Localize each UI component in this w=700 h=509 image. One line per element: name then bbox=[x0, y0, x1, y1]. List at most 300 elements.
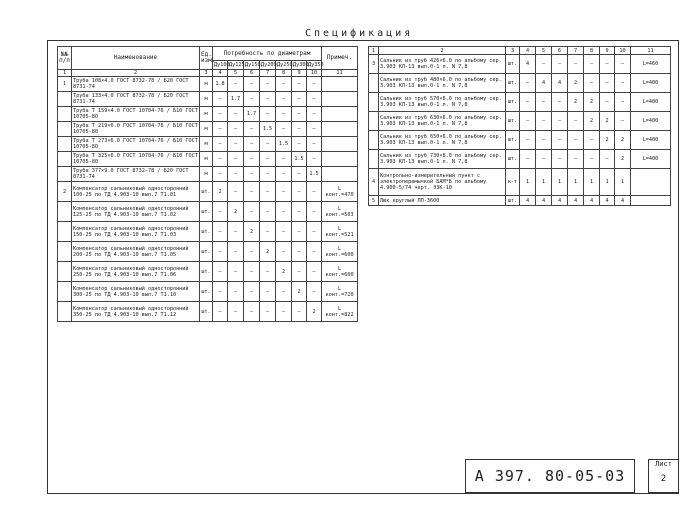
quantity-cell: 2 bbox=[228, 202, 244, 222]
quantity-cell: 2 bbox=[584, 93, 600, 112]
quantity-cell: 1.5 bbox=[307, 167, 322, 182]
item-name: Сальник из труб 650×6.0 по альбому сер. 3.903 КЛ-13 вып.0-1 л. N 7,8 bbox=[379, 131, 506, 150]
quantity-cell: 1 bbox=[600, 169, 615, 196]
quantity-cell: 2 bbox=[213, 182, 228, 202]
quantity-cell: — bbox=[584, 74, 600, 93]
item-name: Труба Т 159×4.0 ГОСТ 10704-76 / Б10 ГОСТ 10705-80 bbox=[73, 108, 198, 120]
row-number bbox=[369, 93, 379, 112]
quantity-cell: 4 bbox=[520, 55, 536, 74]
quantity-cell: — bbox=[568, 150, 584, 169]
quantity-cell: — bbox=[600, 74, 615, 93]
quantity-cell: — bbox=[213, 262, 228, 282]
quantity-cell: — bbox=[228, 167, 244, 182]
table-row bbox=[58, 152, 358, 167]
quantity-cell: — bbox=[260, 282, 276, 302]
column-number: 6 bbox=[552, 47, 568, 55]
diameter-header: Ду125 bbox=[229, 62, 245, 68]
item-unit: шт. bbox=[506, 93, 520, 112]
item-unit: м bbox=[200, 167, 213, 182]
specification-table-right bbox=[368, 46, 671, 206]
item-name: Компенсатор сальниковый односторонний 125-25 по ТД 4.903-10 вып.7 Т1.02 bbox=[72, 202, 200, 222]
sheet-number: 2 bbox=[660, 474, 667, 484]
row-number bbox=[369, 150, 379, 169]
item-unit: м bbox=[200, 122, 213, 137]
table-row bbox=[58, 302, 358, 322]
quantity-cell: — bbox=[276, 222, 292, 242]
item-note: L конт.=521 bbox=[322, 222, 358, 242]
quantity-cell: 1.5 bbox=[260, 122, 276, 137]
item-name: Компенсатор сальниковый односторонний 300-25 по ТД 4.903-10 вып.7 Т1.10 bbox=[72, 282, 200, 302]
item-note bbox=[322, 152, 358, 167]
quantity-cell: — bbox=[536, 112, 552, 131]
diameter-header: Ду350 bbox=[308, 62, 324, 68]
column-number: 4 bbox=[520, 47, 536, 55]
quantity-cell: — bbox=[213, 282, 228, 302]
column-number: 4 bbox=[213, 70, 228, 77]
quantity-cell: — bbox=[228, 107, 244, 122]
quantity-cell: — bbox=[276, 282, 292, 302]
column-number: 2 bbox=[379, 47, 506, 55]
quantity-cell: — bbox=[307, 282, 322, 302]
quantity-cell: 4 bbox=[536, 74, 552, 93]
quantity-cell: — bbox=[520, 150, 536, 169]
col-header-unit: Ед. изм. bbox=[200, 47, 213, 70]
row-number bbox=[58, 122, 72, 137]
quantity-cell: — bbox=[213, 122, 228, 137]
quantity-cell: — bbox=[520, 112, 536, 131]
quantity-cell: — bbox=[244, 152, 260, 167]
quantity-cell: — bbox=[520, 93, 536, 112]
quantity-cell: — bbox=[228, 77, 244, 92]
quantity-cell: — bbox=[244, 282, 260, 302]
row-number bbox=[58, 92, 72, 107]
quantity-cell: — bbox=[292, 107, 307, 122]
column-number: 7 bbox=[260, 70, 276, 77]
quantity-cell: — bbox=[520, 131, 536, 150]
quantity-cell: 2 bbox=[276, 262, 292, 282]
item-note: L=400 bbox=[631, 131, 671, 150]
diameter-header: Ду250 bbox=[277, 62, 293, 68]
quantity-cell: — bbox=[600, 93, 615, 112]
quantity-cell: — bbox=[228, 242, 244, 262]
item-note: L конт.=470 bbox=[322, 182, 358, 202]
quantity-cell: — bbox=[228, 152, 244, 167]
quantity-cell: — bbox=[307, 107, 322, 122]
quantity-cell: — bbox=[552, 55, 568, 74]
item-note bbox=[631, 169, 671, 196]
quantity-cell: — bbox=[228, 122, 244, 137]
quantity-cell: — bbox=[228, 137, 244, 152]
table-row bbox=[58, 262, 358, 282]
quantity-cell: — bbox=[244, 302, 260, 322]
item-unit: шт. bbox=[506, 131, 520, 150]
diameter-header: Ду300 bbox=[293, 62, 309, 68]
item-note bbox=[322, 77, 358, 92]
quantity-cell: — bbox=[584, 131, 600, 150]
quantity-cell: — bbox=[292, 122, 307, 137]
quantity-cell: — bbox=[260, 262, 276, 282]
column-number: 6 bbox=[244, 70, 260, 77]
quantity-cell: — bbox=[213, 302, 228, 322]
row-number bbox=[369, 131, 379, 150]
table-row bbox=[58, 282, 358, 302]
item-note: L=400 bbox=[631, 112, 671, 131]
table-row bbox=[369, 93, 671, 112]
quantity-cell: 1 bbox=[536, 169, 552, 196]
quantity-cell: — bbox=[244, 77, 260, 92]
quantity-cell: — bbox=[292, 222, 307, 242]
quantity-cell: — bbox=[228, 282, 244, 302]
column-number: 3 bbox=[506, 47, 520, 55]
row-number: 4 bbox=[369, 169, 379, 196]
quantity-cell: — bbox=[260, 77, 276, 92]
quantity-cell: — bbox=[552, 112, 568, 131]
quantity-cell: — bbox=[292, 242, 307, 262]
item-unit: м bbox=[200, 92, 213, 107]
quantity-cell: 1.8 bbox=[213, 77, 228, 92]
table-row bbox=[58, 122, 358, 137]
item-name: Сальник из труб 480×6.0 по альбому сер. 3.903 КЛ-13 вып.0-1 л. N 7,8 bbox=[379, 74, 506, 93]
quantity-cell: — bbox=[615, 74, 631, 93]
quantity-cell: — bbox=[536, 93, 552, 112]
quantity-cell: — bbox=[213, 242, 228, 262]
quantity-cell: — bbox=[276, 77, 292, 92]
quantity-cell: — bbox=[307, 92, 322, 107]
row-number bbox=[58, 262, 72, 282]
quantity-cell: — bbox=[552, 150, 568, 169]
quantity-cell: — bbox=[615, 112, 631, 131]
quantity-cell: 2 bbox=[292, 282, 307, 302]
quantity-cell: — bbox=[615, 93, 631, 112]
quantity-cell: — bbox=[307, 152, 322, 167]
item-unit: шт. bbox=[200, 262, 213, 282]
quantity-cell: 1 bbox=[584, 169, 600, 196]
row-number bbox=[58, 282, 72, 302]
quantity-cell: 2 bbox=[260, 242, 276, 262]
item-note: L конт.=720 bbox=[322, 282, 358, 302]
quantity-cell: — bbox=[536, 55, 552, 74]
quantity-cell: 1 bbox=[552, 169, 568, 196]
item-unit: шт. bbox=[506, 150, 520, 169]
table-row bbox=[58, 167, 358, 182]
quantity-cell: 2 bbox=[568, 93, 584, 112]
quantity-cell: — bbox=[260, 222, 276, 242]
item-name: Сальник из труб 630×6.0 по альбому сер. 3.903 КЛ-13 вып.0-1 л. N 7,8 bbox=[379, 112, 506, 131]
quantity-cell: — bbox=[260, 137, 276, 152]
column-number: 8 bbox=[584, 47, 600, 55]
item-note bbox=[322, 122, 358, 137]
quantity-cell: — bbox=[213, 222, 228, 242]
table-row bbox=[58, 242, 358, 262]
row-number bbox=[58, 167, 72, 182]
item-note bbox=[631, 196, 671, 206]
quantity-cell: — bbox=[292, 77, 307, 92]
quantity-cell: — bbox=[244, 167, 260, 182]
quantity-cell: — bbox=[568, 55, 584, 74]
table-row bbox=[369, 196, 671, 206]
quantity-cell: — bbox=[600, 55, 615, 74]
quantity-cell: — bbox=[228, 262, 244, 282]
item-unit: шт. bbox=[200, 182, 213, 202]
page-title: Спецификация bbox=[305, 28, 414, 39]
item-unit: к-т bbox=[506, 169, 520, 196]
document-code-stamp: А 397. 80-05-03 bbox=[465, 459, 635, 493]
quantity-cell: — bbox=[292, 137, 307, 152]
quantity-cell: — bbox=[536, 150, 552, 169]
item-unit: шт. bbox=[200, 282, 213, 302]
column-number: 3 bbox=[200, 70, 213, 77]
item-name: Компенсатор сальниковый односторонний 150-25 по ТД 4.903-10 вып.7 Т1.03 bbox=[72, 222, 200, 242]
quantity-cell: — bbox=[276, 122, 292, 137]
item-unit: м bbox=[200, 77, 213, 92]
row-number: 5 bbox=[369, 196, 379, 206]
quantity-cell: — bbox=[260, 182, 276, 202]
quantity-cell: — bbox=[292, 202, 307, 222]
quantity-cell: — bbox=[307, 222, 322, 242]
item-name: Компенсатор сальниковый односторонний 100-25 по ТД 4.903-10 вып.7 Т1.01 bbox=[72, 182, 200, 202]
quantity-cell: — bbox=[228, 182, 244, 202]
column-number: 1 bbox=[58, 70, 72, 77]
quantity-cell: — bbox=[307, 137, 322, 152]
item-name: Компенсатор сальниковый односторонний 350-25 по ТД 4.903-10 вып.7 Т1.12 bbox=[72, 302, 200, 322]
item-name: Труба 377×9.0 ГОСТ 8732-78 / Б20 ГОСТ 8731-74 bbox=[72, 167, 200, 182]
table-row bbox=[369, 169, 671, 196]
quantity-cell: 1.5 bbox=[292, 152, 307, 167]
table-row bbox=[58, 202, 358, 222]
row-number bbox=[58, 222, 72, 242]
quantity-cell: — bbox=[260, 92, 276, 107]
column-number: 1 bbox=[369, 47, 379, 55]
quantity-cell: — bbox=[260, 107, 276, 122]
quantity-cell: 4 bbox=[552, 196, 568, 206]
quantity-cell: — bbox=[228, 302, 244, 322]
quantity-cell: — bbox=[276, 202, 292, 222]
item-name: Труба 108×4.0 ГОСТ 8732-78 / Б20 ГОСТ 8731-74 bbox=[72, 77, 200, 92]
quantity-cell: 1 bbox=[568, 169, 584, 196]
row-number bbox=[58, 202, 72, 222]
item-unit: м bbox=[200, 152, 213, 167]
item-name: Компенсатор сальниковый односторонний 250-25 по ТД 4.903-10 вып.7 Т1.06 bbox=[72, 262, 200, 282]
row-number bbox=[58, 242, 72, 262]
column-number: 9 bbox=[600, 47, 615, 55]
quantity-cell: 4 bbox=[520, 196, 536, 206]
quantity-cell: — bbox=[584, 150, 600, 169]
quantity-cell: — bbox=[260, 152, 276, 167]
quantity-cell: — bbox=[213, 107, 228, 122]
item-note bbox=[322, 107, 358, 122]
item-note: L=400 bbox=[631, 74, 671, 93]
row-number bbox=[369, 112, 379, 131]
item-unit: м bbox=[200, 137, 213, 152]
table-row bbox=[369, 55, 671, 74]
item-note: L конт.=822 bbox=[322, 302, 358, 322]
row-number bbox=[58, 137, 72, 152]
quantity-cell: — bbox=[213, 167, 228, 182]
quantity-cell: — bbox=[568, 112, 584, 131]
quantity-cell: 4 bbox=[584, 196, 600, 206]
item-name: Труба 133×4.0 ГОСТ 8732-78 / Б20 ГОСТ 8731-74 bbox=[72, 92, 200, 107]
item-note bbox=[322, 92, 358, 107]
quantity-cell: — bbox=[276, 152, 292, 167]
quantity-cell: 4 bbox=[615, 196, 631, 206]
quantity-cell: — bbox=[213, 152, 228, 167]
quantity-cell: 1.5 bbox=[276, 137, 292, 152]
quantity-cell: — bbox=[260, 167, 276, 182]
quantity-cell: — bbox=[584, 55, 600, 74]
item-name: Сальник из труб 570×6.0 по альбому сер. 3.903 КЛ-13 вып.0-1 л. N 7,8 bbox=[379, 93, 506, 112]
quantity-cell: 2 bbox=[568, 74, 584, 93]
item-name: Компенсатор сальниковый односторонний 200-25 по ТД 4.903-10 вып.7 Т1.05 bbox=[72, 242, 200, 262]
row-number: 2 bbox=[58, 182, 72, 202]
item-unit: шт. bbox=[506, 74, 520, 93]
quantity-cell: 2 bbox=[615, 131, 631, 150]
table-row bbox=[369, 131, 671, 150]
quantity-cell: — bbox=[552, 131, 568, 150]
column-number: 7 bbox=[568, 47, 584, 55]
quantity-cell: — bbox=[213, 92, 228, 107]
quantity-cell: — bbox=[244, 202, 260, 222]
quantity-cell: — bbox=[213, 202, 228, 222]
quantity-cell: — bbox=[307, 242, 322, 262]
table-row bbox=[58, 107, 358, 122]
row-number: 3 bbox=[369, 55, 379, 74]
quantity-cell: — bbox=[307, 77, 322, 92]
quantity-cell: — bbox=[244, 137, 260, 152]
column-number: 10 bbox=[615, 47, 631, 55]
quantity-cell: — bbox=[292, 262, 307, 282]
quantity-cell: 2 bbox=[600, 112, 615, 131]
quantity-cell: — bbox=[552, 93, 568, 112]
quantity-cell: 2 bbox=[615, 150, 631, 169]
item-name: Люк круглый ЛП-3600 bbox=[379, 196, 506, 206]
quantity-cell: — bbox=[260, 302, 276, 322]
quantity-cell: — bbox=[276, 302, 292, 322]
item-note bbox=[322, 167, 358, 182]
item-unit: шт. bbox=[200, 242, 213, 262]
quantity-cell: 1.7 bbox=[244, 107, 260, 122]
diameter-header: Ду200 bbox=[261, 62, 277, 68]
column-number: 9 bbox=[292, 70, 307, 77]
quantity-cell: — bbox=[276, 107, 292, 122]
row-number bbox=[369, 74, 379, 93]
col-header-need: Потребность по диаметрам bbox=[213, 47, 322, 61]
quantity-cell: — bbox=[228, 222, 244, 242]
item-note: L конт.=600 bbox=[322, 242, 358, 262]
quantity-cell: 2 bbox=[244, 222, 260, 242]
item-note: L=400 bbox=[631, 150, 671, 169]
quantity-cell: 4 bbox=[568, 196, 584, 206]
quantity-cell: — bbox=[292, 182, 307, 202]
quantity-cell: 4 bbox=[552, 74, 568, 93]
quantity-cell: — bbox=[244, 242, 260, 262]
quantity-cell: — bbox=[244, 182, 260, 202]
item-unit: шт. bbox=[506, 196, 520, 206]
col-header-note: Примеч. bbox=[322, 47, 358, 70]
quantity-cell: — bbox=[260, 202, 276, 222]
quantity-cell: — bbox=[307, 202, 322, 222]
quantity-cell: — bbox=[244, 262, 260, 282]
item-name: Труба Т 325×6.0 ГОСТ 10704-76 / Б10 ГОСТ 10705-80 bbox=[73, 153, 198, 165]
diameter-header: Ду100 bbox=[214, 62, 230, 68]
item-note: L=400 bbox=[631, 93, 671, 112]
item-name: Сальник из труб 730×8.0 по альбому сер. 3.903 КЛ-13 вып.0-1 л. N 7,8 bbox=[379, 150, 506, 169]
item-note bbox=[322, 137, 358, 152]
table-row bbox=[58, 137, 358, 152]
table-row bbox=[369, 112, 671, 131]
quantity-cell: — bbox=[307, 122, 322, 137]
column-number: 11 bbox=[322, 70, 358, 77]
item-note: L конт.=503 bbox=[322, 202, 358, 222]
table-row bbox=[58, 182, 358, 202]
item-note: L конт.=600 bbox=[322, 262, 358, 282]
quantity-cell: — bbox=[276, 182, 292, 202]
quantity-cell: — bbox=[244, 122, 260, 137]
quantity-cell: — bbox=[615, 55, 631, 74]
column-number: 8 bbox=[276, 70, 292, 77]
row-number: 1 bbox=[58, 77, 72, 92]
quantity-cell: — bbox=[292, 302, 307, 322]
col-header-num: №№ п/п bbox=[58, 47, 72, 70]
item-name: Сальник из труб 426×6.0 по альбому сер. 3.903 КЛ-13 вып.0-1 л. N 7,8 bbox=[379, 55, 506, 74]
table-row bbox=[369, 74, 671, 93]
table-row bbox=[58, 222, 358, 242]
item-name: Труба Т 219×6.0 ГОСТ 10704-76 / Б10 ГОСТ 10705-80 bbox=[73, 123, 198, 135]
quantity-cell: — bbox=[520, 74, 536, 93]
item-unit: шт. bbox=[200, 202, 213, 222]
row-number bbox=[58, 107, 72, 122]
diameter-header: Ду150 bbox=[245, 62, 261, 68]
quantity-cell: 2 bbox=[584, 112, 600, 131]
item-note: L=460 bbox=[631, 55, 671, 74]
quantity-cell: 1 bbox=[520, 169, 536, 196]
column-number: 5 bbox=[228, 70, 244, 77]
specification-table-left bbox=[57, 46, 358, 322]
quantity-cell: — bbox=[307, 182, 322, 202]
col-header-name: Наименование bbox=[72, 47, 200, 70]
quantity-cell: 1.7 bbox=[228, 92, 244, 107]
quantity-cell: 4 bbox=[536, 196, 552, 206]
quantity-cell: — bbox=[276, 92, 292, 107]
quantity-cell: — bbox=[244, 92, 260, 107]
column-number: 5 bbox=[536, 47, 552, 55]
item-unit: шт. bbox=[506, 112, 520, 131]
item-name: Труба Т 273×6.0 ГОСТ 10704-76 / Б10 ГОСТ 10705-80 bbox=[73, 138, 198, 150]
quantity-cell: — bbox=[292, 167, 307, 182]
quantity-cell: 2 bbox=[307, 302, 322, 322]
quantity-cell: — bbox=[292, 92, 307, 107]
quantity-cell: — bbox=[213, 137, 228, 152]
table-row bbox=[58, 77, 358, 92]
item-unit: м bbox=[200, 107, 213, 122]
sheet-label: Лист bbox=[655, 460, 672, 468]
quantity-cell: — bbox=[276, 242, 292, 262]
row-number bbox=[58, 152, 72, 167]
item-unit: шт. bbox=[506, 55, 520, 74]
column-number: 2 bbox=[72, 70, 200, 77]
quantity-cell: — bbox=[276, 167, 292, 182]
quantity-cell: — bbox=[568, 131, 584, 150]
item-unit: шт. bbox=[200, 222, 213, 242]
table-row bbox=[369, 150, 671, 169]
quantity-cell: — bbox=[600, 150, 615, 169]
column-number: 10 bbox=[307, 70, 322, 77]
sheet-number-stamp bbox=[648, 459, 679, 493]
row-number bbox=[58, 302, 72, 322]
quantity-cell: — bbox=[307, 262, 322, 282]
table-row bbox=[58, 92, 358, 107]
quantity-cell: 2 bbox=[600, 131, 615, 150]
quantity-cell: 1 bbox=[615, 169, 631, 196]
